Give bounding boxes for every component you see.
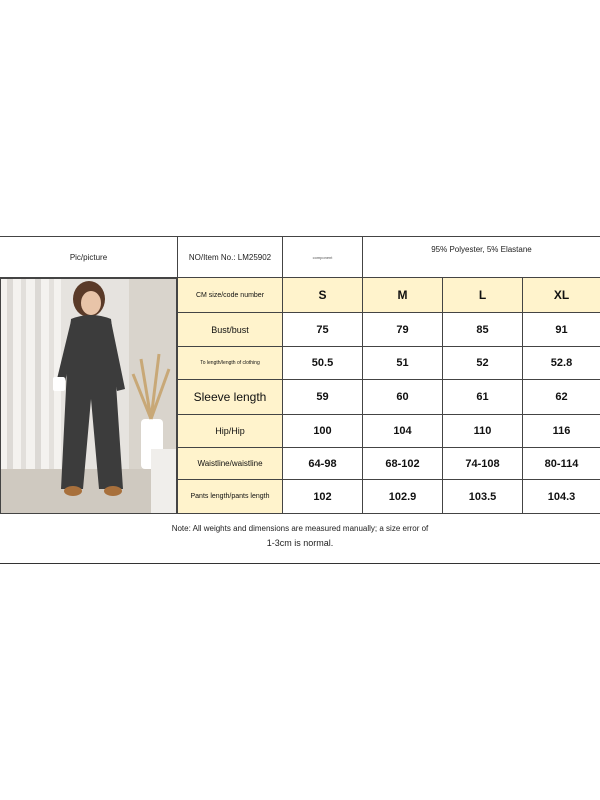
bottom-border — [0, 563, 600, 564]
cell-value: 59 — [282, 379, 363, 415]
cell-value: 85 — [442, 312, 523, 347]
cell-value: 60 — [362, 379, 443, 415]
cell-value: 110 — [442, 414, 523, 448]
pic-label: Pic/picture — [0, 236, 178, 278]
cell-value: 102 — [282, 479, 363, 514]
size-xl: XL — [522, 277, 600, 313]
size-code-label: CM size/code number — [177, 277, 283, 313]
cell-value: 104 — [362, 414, 443, 448]
cell-value: 51 — [362, 346, 443, 380]
size-l: L — [442, 277, 523, 313]
row-label-waist: Waistline/waistline — [177, 447, 283, 480]
item-number: NO/Item No.: LM25902 — [177, 236, 283, 278]
cell-value: 64-98 — [282, 447, 363, 480]
cell-value: 116 — [522, 414, 600, 448]
cell-value: 74-108 — [442, 447, 523, 480]
cell-value: 52.8 — [522, 346, 600, 380]
component-label: component — [282, 236, 363, 278]
row-label-pants: Pants length/pants length — [177, 479, 283, 514]
cell-value: 102.9 — [362, 479, 443, 514]
row-label-bust: Bust/bust — [177, 312, 283, 347]
measurement-note — [0, 522, 600, 550]
cell-value: 75 — [282, 312, 363, 347]
material-composition: 95% Polyester, 5% Elastane — [362, 236, 600, 278]
note-line-2: 1-3cm is normal. — [266, 538, 334, 548]
cell-value: 79 — [362, 312, 443, 347]
size-m: M — [362, 277, 443, 313]
cell-value: 62 — [522, 379, 600, 415]
cell-value: 50.5 — [282, 346, 363, 380]
cell-value: 91 — [522, 312, 600, 347]
size-s: S — [282, 277, 363, 313]
row-label-sleeve: Sleeve length — [177, 379, 283, 415]
note-line-1: Note: All weights and dimensions are measured manually; a size error of — [171, 524, 429, 533]
row-label-hip: Hip/Hip — [177, 414, 283, 448]
row-label-length: To length/length of clothing — [177, 346, 283, 380]
cell-value: 103.5 — [442, 479, 523, 514]
product-photo-illustration — [1, 279, 177, 514]
cell-value: 104.3 — [522, 479, 600, 514]
cell-value: 100 — [282, 414, 363, 448]
cell-value: 68-102 — [362, 447, 443, 480]
cell-value: 80-114 — [522, 447, 600, 480]
cell-value: 52 — [442, 346, 523, 380]
cell-value: 61 — [442, 379, 523, 415]
size-chart — [0, 236, 600, 564]
product-photo — [0, 278, 177, 514]
